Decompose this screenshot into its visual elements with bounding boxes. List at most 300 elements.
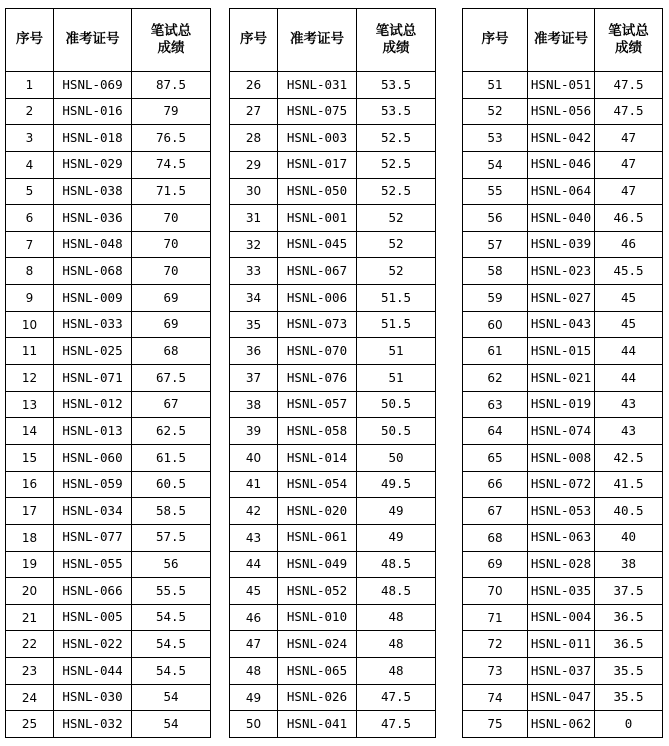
- written-score: 48: [357, 604, 436, 631]
- written-score: 76.5: [132, 125, 211, 152]
- table-row: [6, 231, 211, 258]
- header-score-line1: 笔试总: [375, 23, 417, 40]
- candidate-id: HSNL-041: [278, 711, 357, 738]
- written-score: 68: [132, 338, 211, 365]
- written-score: 50.5: [357, 391, 436, 418]
- table-row: [230, 418, 436, 445]
- header-index: 序号: [230, 9, 278, 72]
- row-index: 11: [6, 338, 54, 365]
- candidate-id: HSNL-045: [278, 231, 357, 258]
- candidate-id: HSNL-025: [54, 338, 132, 365]
- candidate-id: HSNL-056: [528, 98, 595, 125]
- row-index: 24: [6, 684, 54, 711]
- candidate-id: HSNL-033: [54, 311, 132, 338]
- table-row: [230, 551, 436, 578]
- written-score: 60.5: [132, 471, 211, 498]
- row-index: 63: [463, 391, 528, 418]
- candidate-id: HSNL-026: [278, 684, 357, 711]
- table-row: [230, 231, 436, 258]
- table-row: [463, 604, 663, 631]
- row-index: 40: [230, 444, 278, 471]
- table-row: [230, 98, 436, 125]
- candidate-id: HSNL-036: [54, 205, 132, 232]
- table-row: [463, 125, 663, 152]
- candidate-id: HSNL-064: [528, 178, 595, 205]
- row-index: 27: [230, 98, 278, 125]
- table-row: [6, 285, 211, 312]
- written-score: 74.5: [132, 151, 211, 178]
- written-score: 67: [132, 391, 211, 418]
- table-row: [463, 338, 663, 365]
- row-index: 38: [230, 391, 278, 418]
- table-row: [230, 498, 436, 525]
- table-row: [230, 684, 436, 711]
- written-score: 46: [595, 231, 663, 258]
- candidate-id: HSNL-048: [54, 231, 132, 258]
- row-index: 47: [230, 631, 278, 658]
- header-id: 准考证号: [278, 9, 357, 72]
- row-index: 20: [6, 578, 54, 605]
- candidate-id: HSNL-063: [528, 524, 595, 551]
- header-index: 序号: [6, 9, 54, 72]
- row-index: 72: [463, 631, 528, 658]
- row-index: 29: [230, 151, 278, 178]
- written-score: 51.5: [357, 285, 436, 312]
- row-index: 42: [230, 498, 278, 525]
- candidate-id: HSNL-052: [278, 578, 357, 605]
- row-index: 68: [463, 524, 528, 551]
- candidate-id: HSNL-024: [278, 631, 357, 658]
- written-score: 54.5: [132, 631, 211, 658]
- header-score-line1: 笔试总: [150, 23, 192, 40]
- candidate-id: HSNL-004: [528, 604, 595, 631]
- table-body: [6, 72, 211, 738]
- candidate-id: HSNL-001: [278, 205, 357, 232]
- candidate-id: HSNL-043: [528, 311, 595, 338]
- table-row: [230, 471, 436, 498]
- candidate-id: HSNL-070: [278, 338, 357, 365]
- candidate-id: HSNL-011: [528, 631, 595, 658]
- written-score: 47.5: [595, 72, 663, 99]
- written-score: 51.5: [357, 311, 436, 338]
- written-score: 41.5: [595, 471, 663, 498]
- row-index: 28: [230, 125, 278, 152]
- row-index: 9: [6, 285, 54, 312]
- written-score: 38: [595, 551, 663, 578]
- candidate-id: HSNL-017: [278, 151, 357, 178]
- table-row: [6, 444, 211, 471]
- candidate-id: HSNL-023: [528, 258, 595, 285]
- row-index: 8: [6, 258, 54, 285]
- candidate-id: HSNL-039: [528, 231, 595, 258]
- table-row: [230, 711, 436, 738]
- written-score: 40.5: [595, 498, 663, 525]
- row-index: 7: [6, 231, 54, 258]
- table-row: [230, 151, 436, 178]
- row-index: 61: [463, 338, 528, 365]
- row-index: 43: [230, 524, 278, 551]
- written-score: 45: [595, 285, 663, 312]
- table-row: [463, 631, 663, 658]
- written-score: 79: [132, 98, 211, 125]
- candidate-id: HSNL-032: [54, 711, 132, 738]
- row-index: 67: [463, 498, 528, 525]
- candidate-id: HSNL-057: [278, 391, 357, 418]
- table-row: [463, 311, 663, 338]
- written-score: 50: [357, 444, 436, 471]
- table-row: [6, 498, 211, 525]
- header-index: 序号: [463, 9, 528, 72]
- row-index: 18: [6, 524, 54, 551]
- candidate-id: HSNL-013: [54, 418, 132, 445]
- written-score: 48.5: [357, 551, 436, 578]
- candidate-id: HSNL-074: [528, 418, 595, 445]
- table-row: [463, 471, 663, 498]
- row-index: 65: [463, 444, 528, 471]
- score-table-2: [229, 8, 436, 738]
- table-row: [463, 151, 663, 178]
- row-index: 73: [463, 658, 528, 685]
- table-row: [230, 125, 436, 152]
- table-row: [6, 551, 211, 578]
- written-score: 87.5: [132, 72, 211, 99]
- table-row: [463, 205, 663, 232]
- written-score: 58.5: [132, 498, 211, 525]
- candidate-id: HSNL-060: [54, 444, 132, 471]
- candidate-id: HSNL-058: [278, 418, 357, 445]
- table-row: [463, 444, 663, 471]
- written-score: 70: [132, 231, 211, 258]
- table-row: [463, 418, 663, 445]
- row-index: 55: [463, 178, 528, 205]
- table-row: [6, 365, 211, 392]
- table-body: [230, 72, 436, 738]
- candidate-id: HSNL-015: [528, 338, 595, 365]
- written-score: 50.5: [357, 418, 436, 445]
- table-row: [230, 391, 436, 418]
- table-row: [6, 205, 211, 232]
- table-row: [230, 631, 436, 658]
- table-row: [463, 98, 663, 125]
- written-score: 47.5: [595, 98, 663, 125]
- row-index: 39: [230, 418, 278, 445]
- row-index: 62: [463, 365, 528, 392]
- table-row: [6, 711, 211, 738]
- table-row: [6, 471, 211, 498]
- candidate-id: HSNL-022: [54, 631, 132, 658]
- candidate-id: HSNL-054: [278, 471, 357, 498]
- header-id: 准考证号: [528, 9, 595, 72]
- row-index: 10: [6, 311, 54, 338]
- row-index: 15: [6, 444, 54, 471]
- row-index: 44: [230, 551, 278, 578]
- candidate-id: HSNL-003: [278, 125, 357, 152]
- row-index: 46: [230, 604, 278, 631]
- written-score: 47.5: [357, 711, 436, 738]
- table-row: [230, 205, 436, 232]
- header-score: [357, 9, 436, 72]
- table-row: [6, 338, 211, 365]
- table-row: [6, 524, 211, 551]
- written-score: 51: [357, 365, 436, 392]
- candidate-id: HSNL-016: [54, 98, 132, 125]
- table-row: [463, 711, 663, 738]
- candidate-id: HSNL-061: [278, 524, 357, 551]
- table-body: [463, 72, 663, 738]
- candidate-id: HSNL-005: [54, 604, 132, 631]
- candidate-id: HSNL-018: [54, 125, 132, 152]
- header-score: [132, 9, 211, 72]
- row-index: 30: [230, 178, 278, 205]
- row-index: 37: [230, 365, 278, 392]
- candidate-id: HSNL-038: [54, 178, 132, 205]
- written-score: 54: [132, 711, 211, 738]
- row-index: 64: [463, 418, 528, 445]
- written-score: 48: [357, 658, 436, 685]
- table-row: [6, 684, 211, 711]
- written-score: 61.5: [132, 444, 211, 471]
- written-score: 35.5: [595, 684, 663, 711]
- row-index: 16: [6, 471, 54, 498]
- header-score-line1: 笔试总: [608, 23, 649, 40]
- row-index: 34: [230, 285, 278, 312]
- row-index: 53: [463, 125, 528, 152]
- written-score: 71.5: [132, 178, 211, 205]
- written-score: 62.5: [132, 418, 211, 445]
- row-index: 66: [463, 471, 528, 498]
- row-index: 59: [463, 285, 528, 312]
- row-index: 52: [463, 98, 528, 125]
- table-row: [6, 311, 211, 338]
- written-score: 70: [132, 258, 211, 285]
- candidate-id: HSNL-072: [528, 471, 595, 498]
- candidate-id: HSNL-068: [54, 258, 132, 285]
- candidate-id: HSNL-019: [528, 391, 595, 418]
- candidate-id: HSNL-009: [54, 285, 132, 312]
- written-score: 55.5: [132, 578, 211, 605]
- written-score: 44: [595, 338, 663, 365]
- row-index: 41: [230, 471, 278, 498]
- header-row: [230, 9, 436, 72]
- row-index: 19: [6, 551, 54, 578]
- row-index: 4: [6, 151, 54, 178]
- written-score: 43: [595, 418, 663, 445]
- written-score: 52: [357, 205, 436, 232]
- row-index: 49: [230, 684, 278, 711]
- written-score: 49: [357, 498, 436, 525]
- candidate-id: HSNL-020: [278, 498, 357, 525]
- row-index: 69: [463, 551, 528, 578]
- row-index: 70: [463, 578, 528, 605]
- table-row: [463, 578, 663, 605]
- row-index: 57: [463, 231, 528, 258]
- header-id: 准考证号: [54, 9, 132, 72]
- written-score: 45: [595, 311, 663, 338]
- written-score: 45.5: [595, 258, 663, 285]
- table-row: [230, 285, 436, 312]
- written-score: 69: [132, 311, 211, 338]
- table-row: [463, 498, 663, 525]
- row-index: 6: [6, 205, 54, 232]
- written-score: 54: [132, 684, 211, 711]
- row-index: 14: [6, 418, 54, 445]
- candidate-id: HSNL-066: [54, 578, 132, 605]
- candidate-id: HSNL-055: [54, 551, 132, 578]
- row-index: 23: [6, 658, 54, 685]
- written-score: 43: [595, 391, 663, 418]
- header-score-line2: 成绩: [615, 40, 642, 56]
- row-index: 36: [230, 338, 278, 365]
- header-score-line2: 成绩: [382, 40, 410, 56]
- header-row: [463, 9, 663, 72]
- written-score: 54.5: [132, 604, 211, 631]
- row-index: 13: [6, 391, 54, 418]
- written-score: 48.5: [357, 578, 436, 605]
- written-score: 52.5: [357, 125, 436, 152]
- table-row: [463, 684, 663, 711]
- candidate-id: HSNL-051: [528, 72, 595, 99]
- row-index: 2: [6, 98, 54, 125]
- written-score: 53.5: [357, 72, 436, 99]
- candidate-id: HSNL-010: [278, 604, 357, 631]
- row-index: 5: [6, 178, 54, 205]
- table-row: [230, 524, 436, 551]
- table-row: [463, 285, 663, 312]
- table-row: [463, 524, 663, 551]
- table-row: [6, 178, 211, 205]
- candidate-id: HSNL-075: [278, 98, 357, 125]
- row-index: 58: [463, 258, 528, 285]
- candidate-id: HSNL-067: [278, 258, 357, 285]
- candidate-id: HSNL-047: [528, 684, 595, 711]
- candidate-id: HSNL-062: [528, 711, 595, 738]
- table-row: [463, 391, 663, 418]
- written-score: 56: [132, 551, 211, 578]
- candidate-id: HSNL-071: [54, 365, 132, 392]
- candidate-id: HSNL-049: [278, 551, 357, 578]
- table-row: [463, 258, 663, 285]
- table-row: [6, 151, 211, 178]
- table-row: [6, 391, 211, 418]
- table-row: [463, 72, 663, 99]
- table-row: [463, 365, 663, 392]
- table-row: [463, 658, 663, 685]
- written-score: 36.5: [595, 631, 663, 658]
- table-row: [6, 98, 211, 125]
- written-score: 40: [595, 524, 663, 551]
- row-index: 32: [230, 231, 278, 258]
- table-row: [463, 551, 663, 578]
- header-row: [6, 9, 211, 72]
- row-index: 51: [463, 72, 528, 99]
- candidate-id: HSNL-069: [54, 72, 132, 99]
- row-index: 17: [6, 498, 54, 525]
- row-index: 48: [230, 658, 278, 685]
- written-score: 48: [357, 631, 436, 658]
- row-index: 1: [6, 72, 54, 99]
- table-row: [230, 604, 436, 631]
- row-index: 71: [463, 604, 528, 631]
- table-row: [6, 72, 211, 99]
- candidate-id: HSNL-030: [54, 684, 132, 711]
- table-row: [230, 258, 436, 285]
- table-row: [230, 72, 436, 99]
- row-index: 3: [6, 125, 54, 152]
- table-row: [463, 231, 663, 258]
- candidate-id: HSNL-053: [528, 498, 595, 525]
- candidate-id: HSNL-037: [528, 658, 595, 685]
- written-score: 53.5: [357, 98, 436, 125]
- written-score: 54.5: [132, 658, 211, 685]
- candidate-id: HSNL-035: [528, 578, 595, 605]
- written-score: 46.5: [595, 205, 663, 232]
- written-score: 0: [595, 711, 663, 738]
- row-index: 74: [463, 684, 528, 711]
- row-index: 54: [463, 151, 528, 178]
- row-index: 33: [230, 258, 278, 285]
- table-row: [6, 418, 211, 445]
- table-row: [230, 311, 436, 338]
- candidate-id: HSNL-059: [54, 471, 132, 498]
- written-score: 52: [357, 258, 436, 285]
- table-row: [463, 178, 663, 205]
- candidate-id: HSNL-031: [278, 72, 357, 99]
- row-index: 12: [6, 365, 54, 392]
- row-index: 50: [230, 711, 278, 738]
- row-index: 25: [6, 711, 54, 738]
- row-index: 26: [230, 72, 278, 99]
- table-row: [230, 365, 436, 392]
- row-index: 31: [230, 205, 278, 232]
- row-index: 21: [6, 604, 54, 631]
- written-score: 47: [595, 178, 663, 205]
- written-score: 69: [132, 285, 211, 312]
- written-score: 52.5: [357, 151, 436, 178]
- candidate-id: HSNL-076: [278, 365, 357, 392]
- table-row: [6, 258, 211, 285]
- written-score: 49.5: [357, 471, 436, 498]
- candidate-id: HSNL-042: [528, 125, 595, 152]
- candidate-id: HSNL-006: [278, 285, 357, 312]
- score-table-1: [5, 8, 211, 738]
- candidate-id: HSNL-012: [54, 391, 132, 418]
- written-score: 37.5: [595, 578, 663, 605]
- table-row: [230, 178, 436, 205]
- candidate-id: HSNL-077: [54, 524, 132, 551]
- written-score: 52: [357, 231, 436, 258]
- written-score: 35.5: [595, 658, 663, 685]
- written-score: 44: [595, 365, 663, 392]
- written-score: 67.5: [132, 365, 211, 392]
- row-index: 22: [6, 631, 54, 658]
- candidate-id: HSNL-040: [528, 205, 595, 232]
- table-row: [6, 631, 211, 658]
- candidate-id: HSNL-046: [528, 151, 595, 178]
- table-row: [6, 604, 211, 631]
- candidate-id: HSNL-034: [54, 498, 132, 525]
- candidate-id: HSNL-028: [528, 551, 595, 578]
- candidate-id: HSNL-029: [54, 151, 132, 178]
- score-table-3: [462, 8, 663, 738]
- written-score: 42.5: [595, 444, 663, 471]
- written-score: 47.5: [357, 684, 436, 711]
- candidate-id: HSNL-065: [278, 658, 357, 685]
- candidate-id: HSNL-014: [278, 444, 357, 471]
- table-row: [230, 578, 436, 605]
- written-score: 47: [595, 151, 663, 178]
- candidate-id: HSNL-044: [54, 658, 132, 685]
- row-index: 60: [463, 311, 528, 338]
